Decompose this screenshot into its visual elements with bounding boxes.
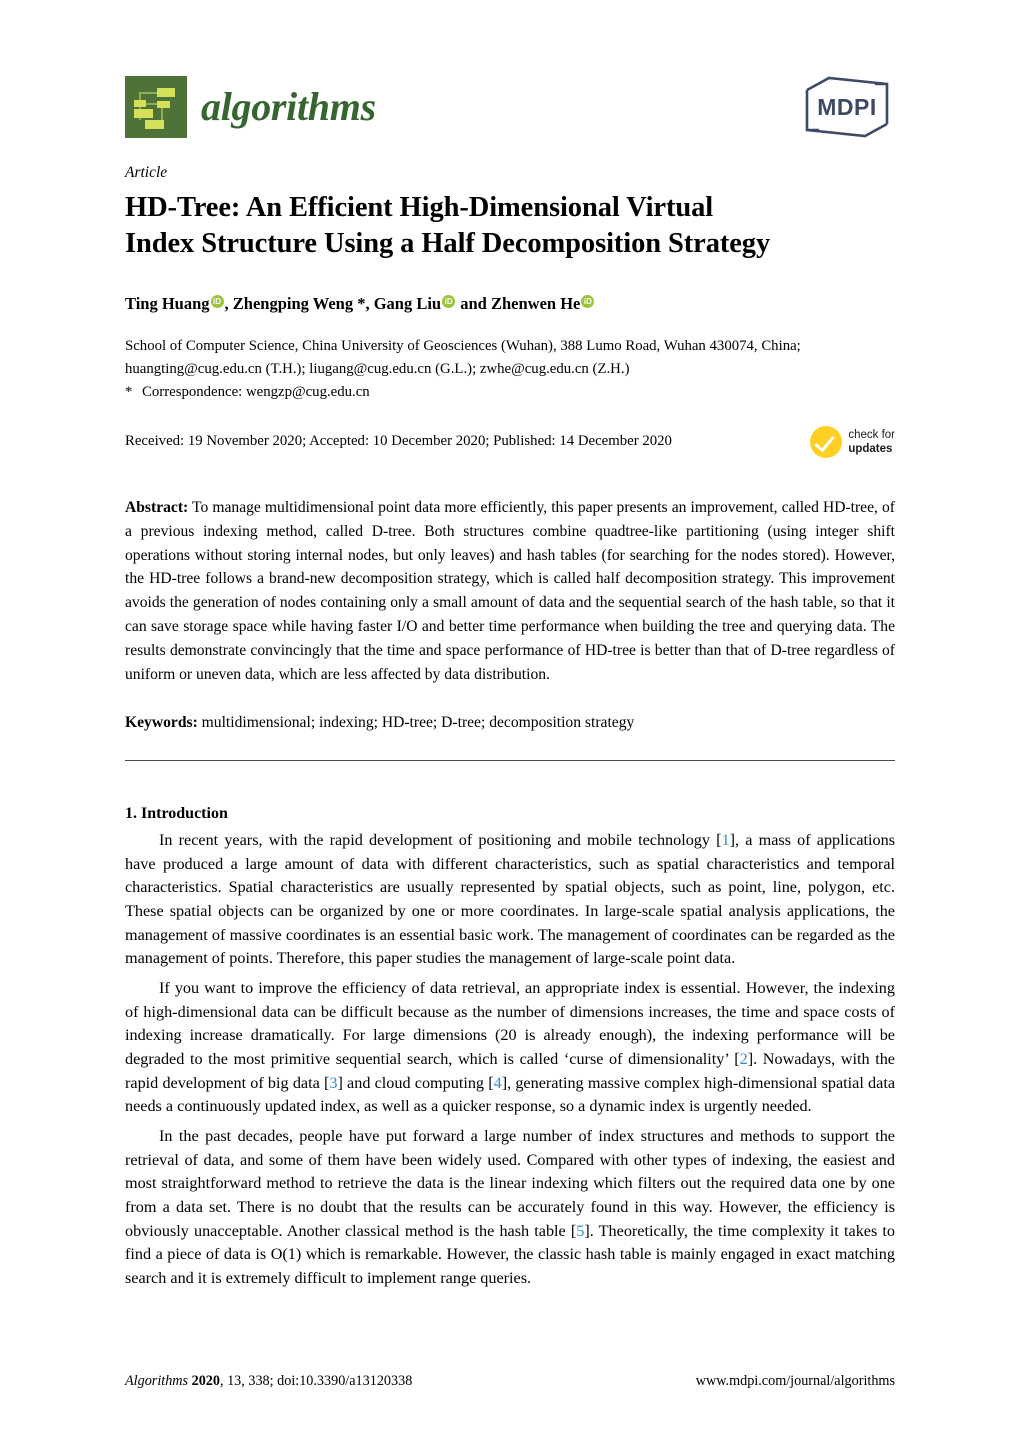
masthead: [125, 0, 895, 142]
article-type-label: Article: [125, 164, 168, 181]
page-footer: [125, 1373, 895, 1390]
author-separator-3: and: [456, 294, 491, 314]
checkmark-icon: [810, 426, 842, 458]
intro-p2-text-d: ], generating massive complex high-dimensional spatial data needs a continuously updated index, as well as a quicker response, so a dynamic index is urgently needed.: [125, 1073, 896, 1116]
footer-citation: [125, 1373, 412, 1390]
author-separator-1: ,: [224, 294, 233, 314]
intro-paragraph-3: [125, 1125, 895, 1291]
publication-dates: Received: 19 November 2020; Accepted: 10 December 2020; Published: 14 December 2020: [125, 433, 672, 450]
intro-p2-text-a: If you want to improve the efficiency of data retrieval, an appropriate index is essential. However, the indexing of high-dimensional data can be difficult because as the number of dimensions increases, the time and space costs of indexing increase dramatically. For large dimensions (20 is already enough), the indexing performance will be degraded to the most primitive sequential search, which is called ‘curse of dimensionality’ [: [125, 979, 895, 1068]
author-name-2: Zhengping Weng *: [232, 294, 366, 314]
intro-p2-text-c: ] and cloud computing [: [337, 1073, 494, 1092]
section-heading-introduction: 1. Introduction: [125, 805, 228, 823]
journal-brand: [125, 76, 376, 138]
author-name-4: Zhenwen He: [490, 294, 581, 314]
keywords-label: Keywords:: [125, 713, 198, 731]
author-separator-2: ,: [365, 294, 374, 314]
title-line-1: HD-Tree: An Efficient High-Dimensional Virtual: [125, 192, 714, 223]
footer-volume-doi: , 13, 338; doi:10.3390/a13120338: [219, 1373, 413, 1389]
correspondence-text: Correspondence: wengzp@cug.edu.cn: [142, 384, 370, 401]
check-for-updates-badge[interactable]: [810, 426, 895, 458]
journal-title: algorithms: [201, 84, 376, 129]
abstract-paragraph: [125, 496, 895, 687]
author-name-3: Gang Liu: [373, 294, 442, 314]
intro-p3-text-b: ]. Theoretically, the time complexity it takes to find a piece of data is O(1) which is remarkable. However, the classic hash table is mainly engaged in exact matching search and it is extremely difficult to implement range queries.: [125, 1221, 896, 1287]
citation-link-2[interactable]: 2: [739, 1049, 748, 1068]
check-for-updates-line-2: updates: [848, 442, 893, 455]
author-name-1: Ting Huang: [125, 294, 210, 314]
citation-link-3[interactable]: 3: [329, 1073, 338, 1092]
intro-p3-text-a: In the past decades, people have put forward a large number of index structures and methods to support the retrieval of data, and some of them have been widely used. Compared with other types of indexing, the easiest and most straightforward method to retrieve the data is the linear indexing which filters out the required data one by one from a data set. There is no doubt that the results can be accurately found in this way. However, the efficiency is obviously unacceptable. Another classical method is the hash table [: [125, 1126, 895, 1240]
intro-p2-text-b: ]. Nowadays, with the rapid development of big data [: [125, 1049, 895, 1092]
keywords-paragraph: [125, 711, 895, 734]
correspondence-line: [125, 381, 895, 403]
correspondence-star: *: [125, 384, 133, 401]
affiliation-line-1: School of Computer Science, China University of Geosciences (Wuhan), 388 Lumo Road, Wuhan 430074, China;: [125, 338, 801, 355]
affiliation-emails: huangting@cug.edu.cn (T.H.); liugang@cug.edu.cn (G.L.); zwhe@cug.edu.cn (Z.H.): [125, 360, 630, 377]
footer-url[interactable]: www.mdpi.com/journal/algorithms: [695, 1373, 895, 1389]
page-title: [125, 190, 895, 262]
title-line-2: Index Structure Using a Half Decomposition Strategy: [125, 228, 771, 260]
intro-p1-text-a: In recent years, with the rapid development of positioning and mobile technology [: [159, 831, 722, 850]
algorithms-logo-icon: [125, 76, 187, 138]
intro-paragraph-1: [125, 829, 895, 971]
abstract-label: Abstract:: [125, 498, 189, 516]
author-list: [125, 292, 895, 315]
orcid-icon[interactable]: [211, 295, 224, 308]
check-for-updates-label: [848, 428, 895, 457]
section-divider: [125, 760, 895, 761]
orcid-icon[interactable]: [442, 295, 455, 308]
dates-row: [125, 426, 895, 458]
citation-link-5[interactable]: 5: [576, 1221, 585, 1240]
citation-link-1[interactable]: 1: [721, 831, 730, 850]
mdpi-logo-icon: [799, 76, 895, 138]
intro-paragraph-2: [125, 977, 895, 1119]
intro-p1-text-b: ], a mass of applications have produced a large amount of data with different characteristics, such as spatial characteristics and temporal characteristics. Spatial characteristics are usually represented by spatial objects, such as point, line, polygon, etc. These spatial objects can be organized by one or more coordinates. In large-scale spatial analysis applications, the management of massive coordinates is an essential basic work. The management of coordinates can be regarded as the management of points. Therefore, this paper studies the management of large-scale point data.: [125, 831, 895, 968]
footer-year: 2020: [191, 1373, 220, 1389]
keywords-text: multidimensional; indexing; HD-tree; D-tree; decomposition strategy: [197, 713, 635, 731]
svg-text:MDPI: MDPI: [817, 94, 877, 120]
affiliation-block: [125, 335, 895, 403]
footer-journal-name: Algorithms: [125, 1373, 189, 1389]
citation-link-4[interactable]: 4: [493, 1073, 502, 1092]
orcid-icon[interactable]: [581, 295, 594, 308]
check-for-updates-line-1: check for: [848, 428, 895, 441]
abstract-text: To manage multidimensional point data more efficiently, this paper presents an improvement, called HD-tree, of a previous indexing method, called D-tree. Both structures combine quadtree-like partitioning (using integer shift operations without storing internal nodes, but only leaves) and hash tables (for searching for the nodes stored). However, the HD-tree follows a brand-new decomposition strategy, which is called half decomposition strategy. This improvement avoids the generation of nodes containing only a small amount of data and the sequential search of the hash table, so that it can save storage space while having faster I/O and better time performance when building the tree and querying data. The results demonstrate convincingly that the time and space performance of HD-tree is better than that of D-tree regardless of uniform or uneven data, which are less affected by data distribution.: [125, 498, 895, 683]
